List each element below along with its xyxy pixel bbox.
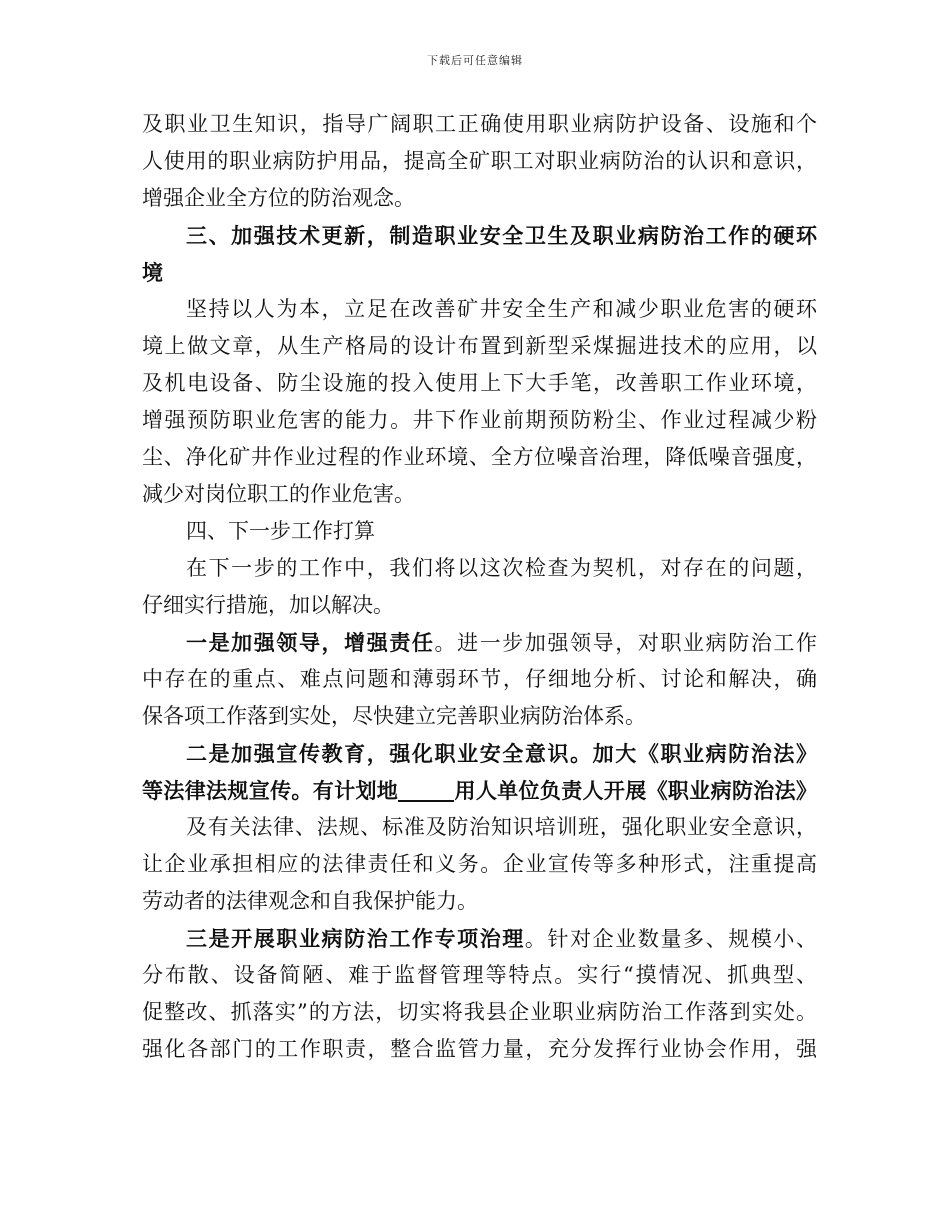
paragraph-line: 增强企业全方位的防治观念。: [142, 186, 415, 210]
document-body: [142, 106, 817, 1068]
section-heading: 境: [142, 260, 163, 285]
paragraph-line: 人使用的职业病防护用品，提高全矿职工对职业病防治的认识和意识，: [142, 149, 817, 173]
paragraph-line: 境上做文章，从生产格局的设计布置到新型采煤掘进技术的应用，以: [142, 334, 817, 358]
text-run: 。进一步加强领导，对职业病防治工作: [434, 631, 818, 655]
paragraph-line: 劳动者的法律观念和自我保护能力。: [142, 889, 478, 913]
text-run: 用人单位负责人开展《职业病防治法》: [454, 778, 818, 803]
paragraph-line: [142, 624, 817, 661]
section-heading: 四、下一步工作打算: [186, 519, 375, 543]
paragraph-line: 分布散、设备简陋、难于监督管理等特点。实行“摸情况、抓典型、: [142, 963, 817, 987]
paragraph-line: 二是加强宣传教育，强化职业安全意识。加大《职业病防治法》: [186, 741, 817, 766]
section-heading: 三、加强技术更新，制造职业安全卫生及职业病防治工作的硬环: [186, 223, 817, 248]
paragraph-line: 让企业承担相应的法律责任和义务。企业宣传等多种形式，注重提高: [142, 852, 817, 876]
paragraph-line: 坚持以人为本，立足在改善矿井安全生产和减少职业危害的硬环: [186, 297, 817, 321]
page-header: 下载后可任意编辑: [427, 54, 523, 67]
paragraph-line: 促整改、抓落实”的方法，切实将我县企业职业病防治工作落到实处。: [142, 1000, 817, 1024]
bold-lead: 一是加强领导，增强责任: [186, 630, 435, 655]
paragraph-line: 及职业卫生知识，指导广阔职工正确使用职业病防护设备、设施和个: [142, 112, 817, 136]
paragraph-line: 尘、净化矿井作业过程的作业环境、全方位噪音治理，降低噪音强度，: [142, 445, 817, 469]
paragraph-line: 仔细实行措施，加以解决。: [142, 593, 394, 617]
text-run: 。针对企业数量多、规模小、: [524, 927, 818, 951]
paragraph-line: 减少对岗位职工的作业危害。: [142, 482, 415, 506]
paragraph-line: 及有关法律、法规、标准及防治知识培训班，强化职业安全意识，: [186, 815, 817, 839]
paragraph-line: 在下一步的工作中，我们将以这次检查为契机，对存在的问题，: [186, 556, 817, 580]
paragraph-line: 强化各部门的工作职责，整合监管力量，充分发挥行业协会作用，强: [142, 1037, 817, 1061]
text-run: 等法律法规宣传。有计划地: [142, 778, 399, 803]
paragraph-line: [142, 772, 817, 809]
blank-underline: [398, 780, 454, 802]
paragraph-line: 保各项工作落到实处，尽快建立完善职业病防治体系。: [142, 704, 646, 728]
paragraph-line: 中存在的重点、难点问题和薄弱环节，仔细地分析、讨论和解决，确: [142, 667, 817, 691]
paragraph-line: 及机电设备、防尘设施的投入使用上下大手笔，改善职工作业环境，: [142, 371, 817, 395]
bold-lead: 三是开展职业病防治工作专项治理: [186, 926, 525, 951]
paragraph-line: [142, 920, 817, 957]
paragraph-line: 增强预防职业危害的能力。井下作业前期预防粉尘、作业过程减少粉: [142, 408, 817, 432]
